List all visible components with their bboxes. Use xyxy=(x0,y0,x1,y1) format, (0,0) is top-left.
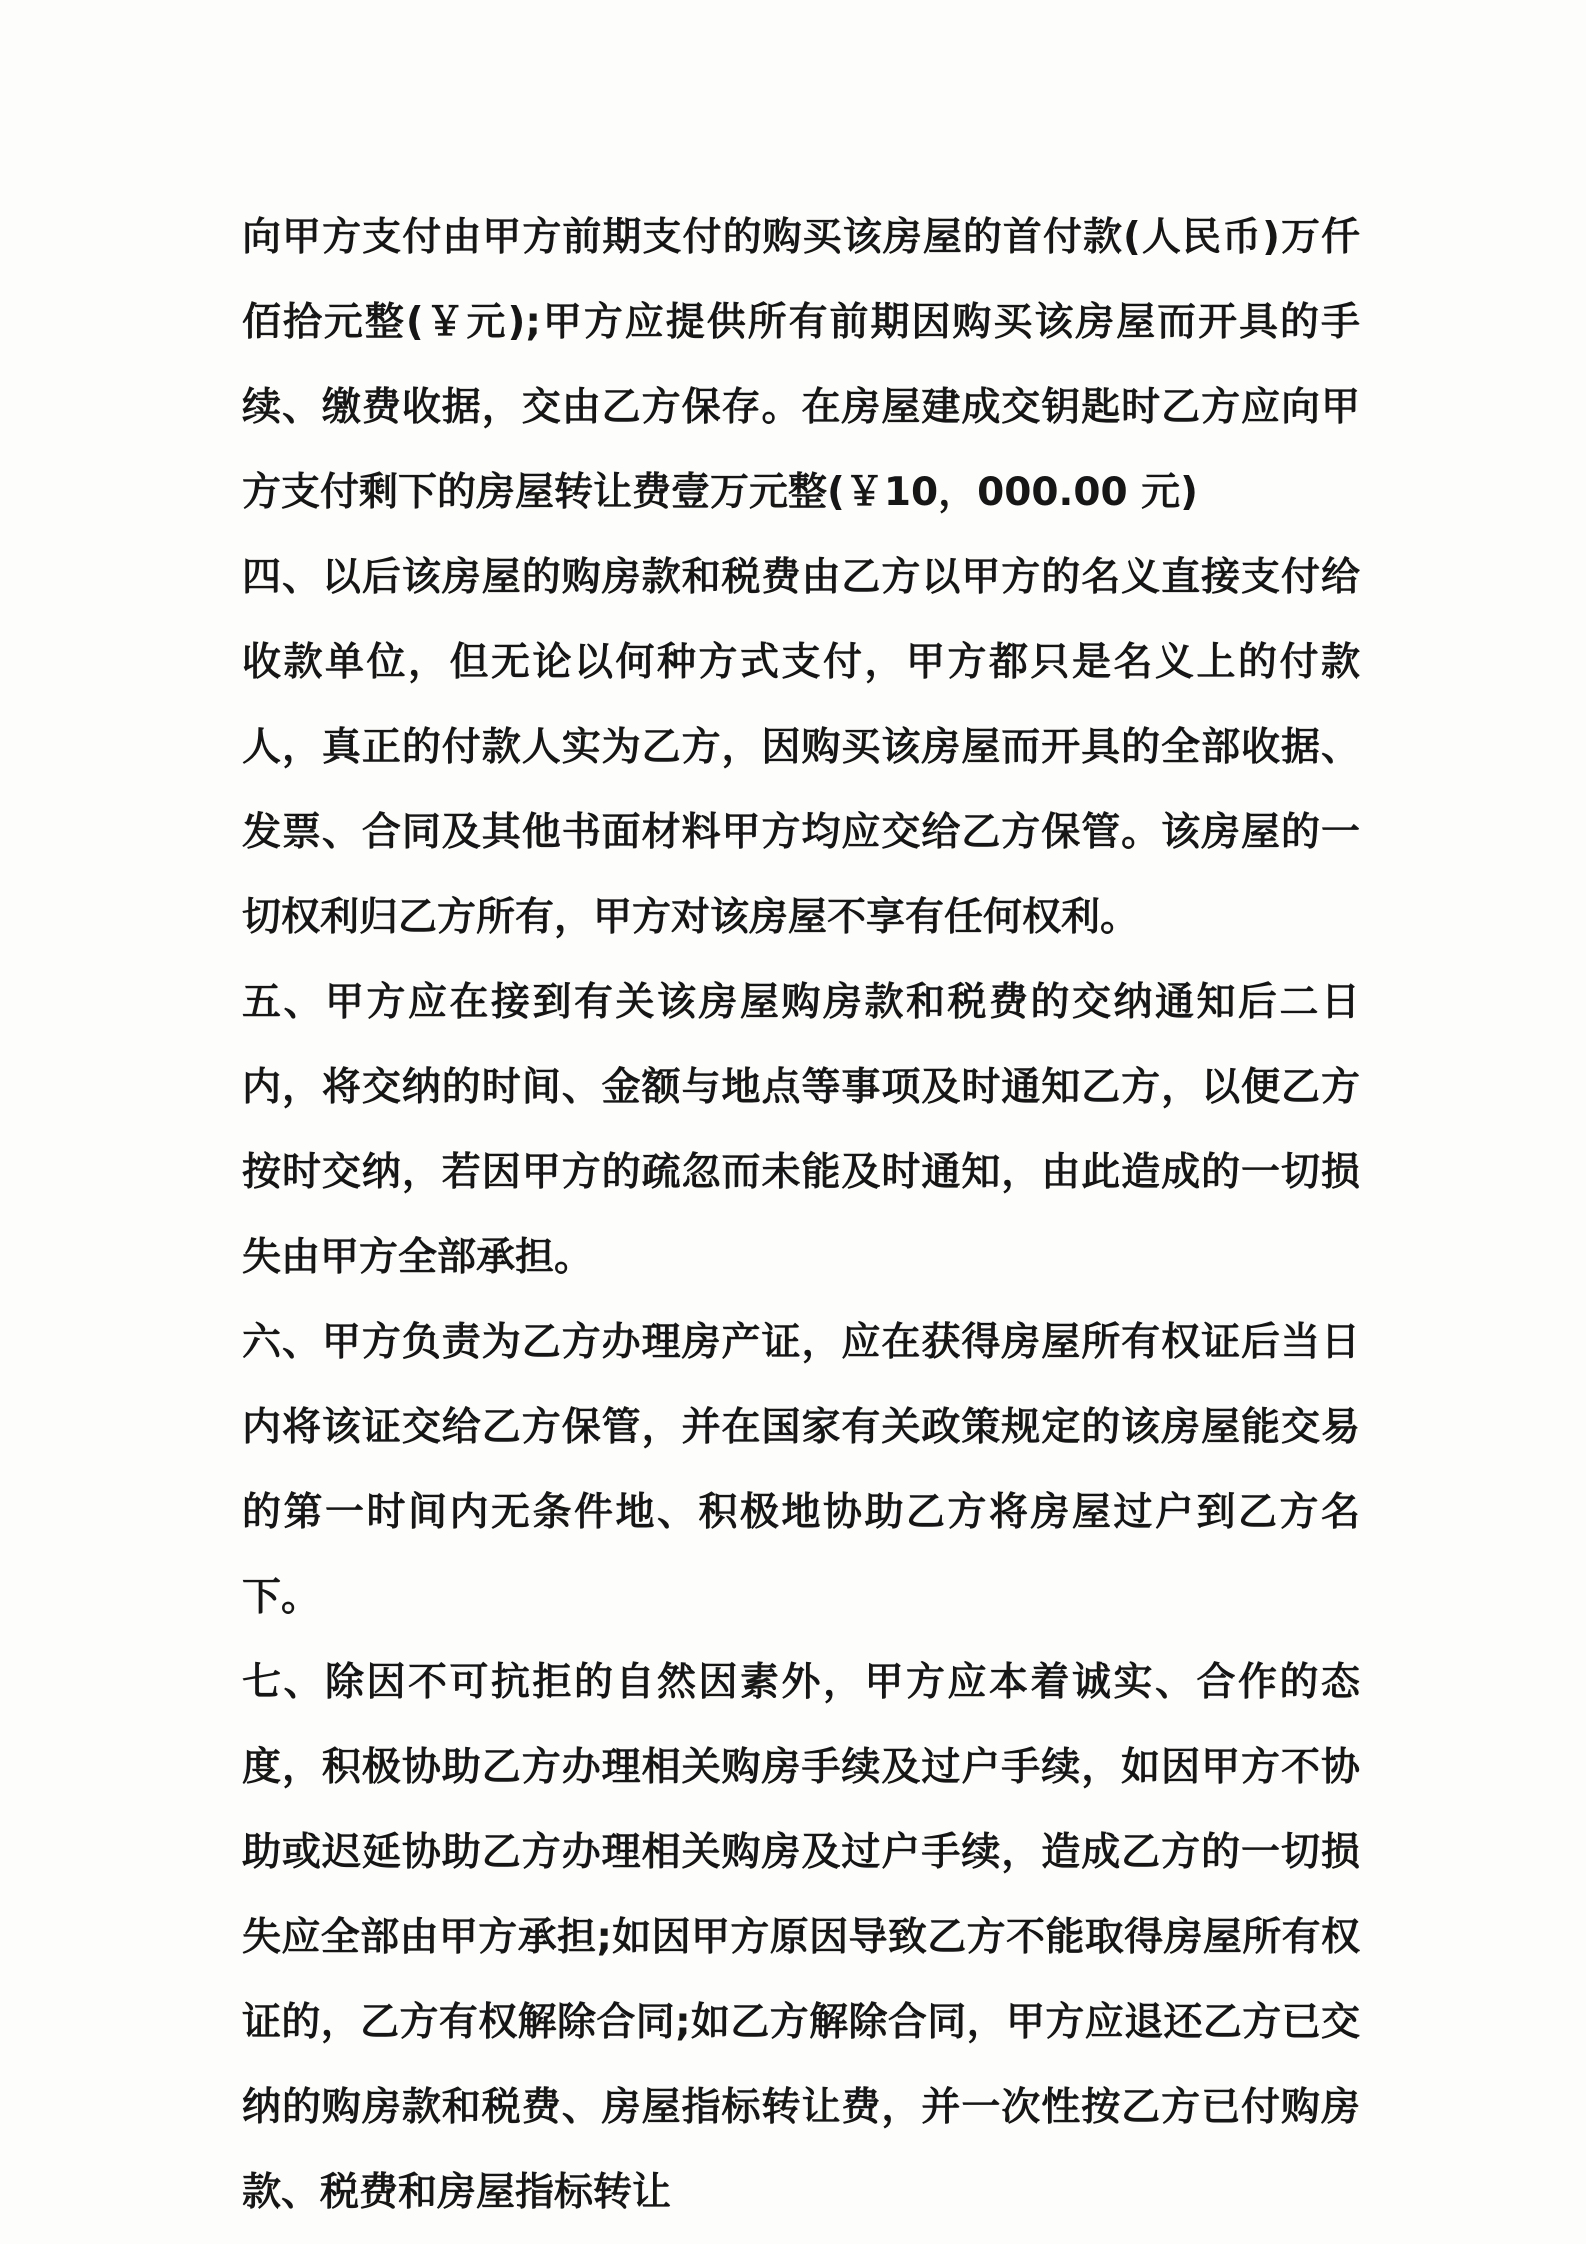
paragraph-clause-5: 五、甲方应在接到有关该房屋购房款和税费的交纳通知后二日内，将交纳的时间、金额与地点等事项及时通知乙方，以便乙方按时交纳，若因甲方的疏忽而未能及时通知，由此造成的一切损失由甲方全部承担。 xyxy=(242,980,1360,1280)
paragraph-payment-continuation: 向甲方支付由甲方前期支付的购买该房屋的首付款(人民币)万仟佰拾元整(￥元);甲方应提供所有前期因购买该房屋而开具的手续、缴费收据，交由乙方保存。在房屋建成交钥匙时乙方应向甲方支付剩下的房屋转让费壹万元整(￥10，000.00 元) xyxy=(242,215,1360,515)
paragraph-clause-7: 七、除因不可抗拒的自然因素外，甲方应本着诚实、合作的态度，积极协助乙方办理相关购房手续及过户手续，如因甲方不协助或迟延协助乙方办理相关购房及过户手续，造成乙方的一切损失应全部由甲方承担;如因甲方原因导致乙方不能取得房屋所有权证的，乙方有权解除合同;如乙方解除合同，甲方应退还乙方已交纳的购房款和税费、房屋指标转让费，并一次性按乙方已付购房款、税费和房屋指标转让 xyxy=(242,1660,1360,2215)
contract-body xyxy=(242,195,1360,2235)
paragraph-clause-4: 四、以后该房屋的购房款和税费由乙方以甲方的名义直接支付给收款单位，但无论以何种方式支付，甲方都只是名义上的付款人，真正的付款人实为乙方，因购买该房屋而开具的全部收据、发票、合同及其他书面材料甲方均应交给乙方保管。该房屋的一切权利归乙方所有，甲方对该房屋不享有任何权利。 xyxy=(242,555,1360,940)
paragraph-clause-6: 六、甲方负责为乙方办理房产证，应在获得房屋所有权证后当日内将该证交给乙方保管，并在国家有关政策规定的该房屋能交易的第一时间内无条件地、积极地协助乙方将房屋过户到乙方名下。 xyxy=(242,1320,1360,1620)
